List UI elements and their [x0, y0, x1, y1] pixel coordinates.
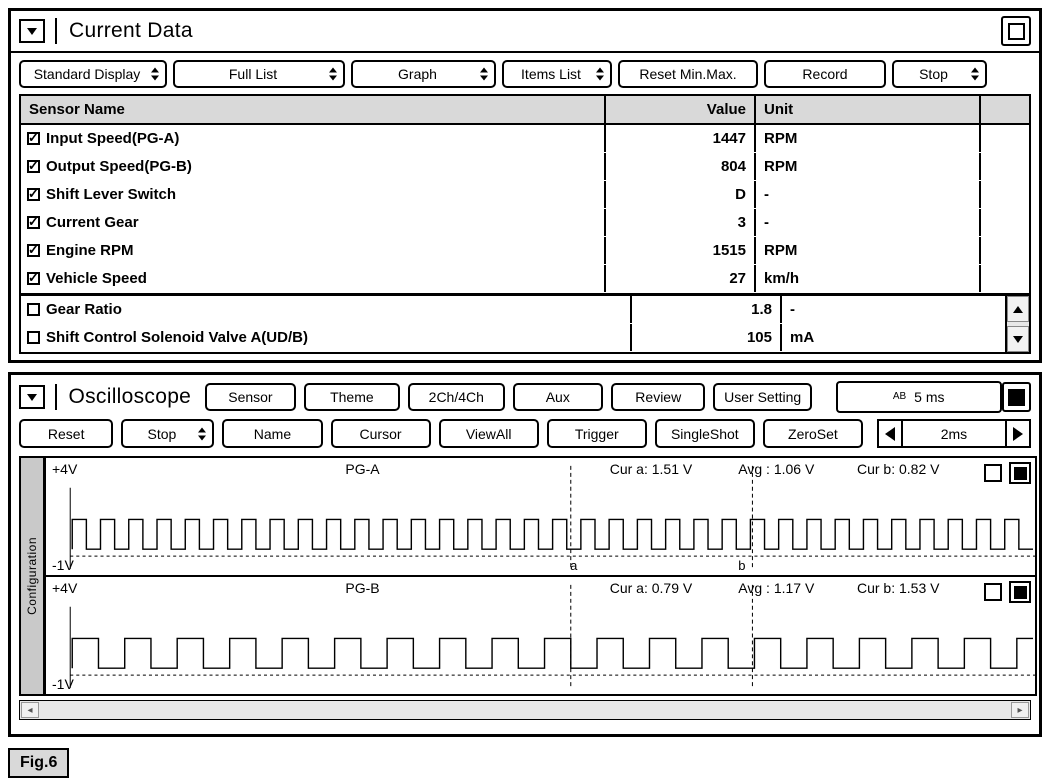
sensor-name-cell	[21, 186, 604, 203]
sensor-table-header	[21, 96, 1029, 125]
sensor-name-cell	[21, 329, 630, 346]
waveform-pg-b	[46, 577, 1035, 694]
sensor-label: Engine RPM	[46, 242, 134, 259]
reset-min-max-button[interactable]	[618, 60, 758, 88]
sensor-label: Current Gear	[46, 214, 139, 231]
table-row[interactable]	[21, 181, 1029, 209]
collapse-toggle-current-data[interactable]	[19, 19, 45, 43]
oscilloscope-title: Oscilloscope	[68, 385, 192, 408]
scope-channels	[45, 456, 1037, 696]
sensor-label: Vehicle Speed	[46, 270, 147, 287]
channel-checkbox[interactable]	[984, 464, 1002, 482]
ab-icon: AB	[892, 391, 907, 402]
record-label: Record	[802, 66, 848, 82]
configuration-label: Configuration	[25, 537, 39, 615]
value-cell: 1.8	[630, 296, 780, 323]
oscilloscope-titlebar	[11, 375, 1039, 419]
oscilloscope-toolbar	[11, 419, 1039, 456]
bottom-voltage-label: -1V	[52, 676, 74, 692]
theme-label: Theme	[330, 389, 374, 405]
cursor-label: Cursor	[359, 425, 402, 442]
horizontal-scrollbar[interactable]	[19, 700, 1031, 720]
items-list-label: Items List	[521, 66, 581, 82]
table-row[interactable]	[21, 125, 1029, 153]
graph-label: Graph	[398, 66, 437, 82]
timebase-stepper	[877, 419, 1031, 448]
table-row[interactable]	[21, 237, 1029, 265]
vertical-scrollbar[interactable]	[1005, 296, 1029, 352]
standard-display-button[interactable]	[19, 60, 167, 88]
sensor-name-cell	[21, 214, 604, 231]
reset-min-max-label: Reset Min.Max.	[639, 66, 737, 82]
value-cell: 27	[604, 265, 754, 292]
column-value: Value	[604, 96, 754, 123]
table-row[interactable]	[21, 265, 1029, 293]
cursor-b-value: Cur b: 1.53 V	[856, 580, 940, 596]
standard-display-label: Standard Display	[33, 66, 141, 82]
row-checkbox[interactable]	[27, 331, 40, 344]
filled-square-icon	[1014, 586, 1027, 599]
title-divider	[55, 18, 57, 44]
arrow-left-icon: ◂	[27, 704, 33, 716]
extra-cell	[979, 181, 1029, 208]
review-label: Review	[635, 389, 682, 405]
unit-cell: RPM	[754, 125, 979, 152]
scope-pg-b-controls	[984, 581, 1031, 603]
table-row[interactable]	[21, 209, 1029, 237]
value-cell: 804	[604, 153, 754, 180]
figure-caption: Fig.6	[8, 748, 69, 778]
singleshot-label: SingleShot	[670, 425, 739, 442]
unselected-rows	[21, 296, 1005, 352]
graph-button[interactable]	[351, 60, 496, 88]
unit-cell: km/h	[754, 265, 979, 292]
scroll-down-button[interactable]	[1007, 326, 1029, 352]
row-checkbox[interactable]: ✓	[28, 157, 39, 173]
oscilloscope-panel	[8, 372, 1042, 737]
signal-name-label: PG-A	[345, 461, 380, 477]
name-label: Name	[253, 425, 292, 442]
value-cell: 1447	[604, 125, 754, 152]
zeroset-button[interactable]	[763, 419, 863, 448]
column-sensor-name: Sensor Name	[29, 101, 125, 118]
table-row[interactable]	[21, 324, 1005, 352]
spinner-icon[interactable]	[480, 68, 488, 81]
arrow-up-icon	[1013, 306, 1023, 313]
full-list-button[interactable]	[173, 60, 345, 88]
row-checkbox[interactable]	[27, 303, 40, 316]
singleshot-button[interactable]	[655, 419, 755, 448]
sensor-button[interactable]	[205, 383, 296, 411]
sensor-label: Sensor	[228, 389, 273, 405]
sensor-label: Shift Lever Switch	[46, 186, 177, 203]
spinner-icon[interactable]	[151, 68, 159, 81]
value-cell: 105	[630, 324, 780, 351]
arrow-down-icon	[1013, 336, 1023, 343]
timebase-value: 2ms	[903, 419, 1005, 448]
stop-button[interactable]	[121, 419, 214, 448]
row-checkbox[interactable]: ✓	[28, 269, 39, 285]
viewall-label: ViewAll	[465, 425, 512, 442]
top-voltage-label: +4V	[52, 580, 78, 596]
chevron-down-icon	[27, 394, 37, 401]
scope-channel-pg-a[interactable]	[45, 456, 1037, 577]
avg-value: Avg : 1.17 V	[738, 580, 815, 596]
user-setting-button[interactable]	[713, 383, 811, 411]
filled-square-icon	[1014, 467, 1027, 480]
scope-pg-a-controls	[984, 462, 1031, 484]
sensor-label: Input Speed(PG-A)	[46, 130, 180, 147]
review-button[interactable]	[611, 383, 705, 411]
extra-cell	[979, 209, 1029, 236]
current-data-toolbar	[11, 53, 1039, 94]
scroll-up-button[interactable]	[1007, 296, 1029, 322]
signal-name-label: PG-B	[345, 580, 380, 596]
spinner-icon[interactable]	[971, 68, 979, 81]
zeroset-label: ZeroSet	[788, 425, 838, 442]
scroll-left-button[interactable]	[21, 702, 39, 718]
unit-cell: -	[780, 296, 1005, 323]
value-cell: D	[604, 181, 754, 208]
row-checkbox[interactable]: ✓	[28, 185, 39, 201]
avg-value: Avg : 1.06 V	[738, 461, 815, 477]
timebase-value: 5 ms	[914, 389, 945, 405]
cursor-a-value: Cur a: 1.51 V	[609, 461, 693, 477]
cursor-b-value: Cur b: 0.82 V	[856, 461, 940, 477]
value-cell: 3	[604, 209, 754, 236]
cursor-a-marker: a	[570, 558, 578, 573]
stop-label: Stop	[147, 425, 177, 442]
collapse-toggle-oscilloscope[interactable]	[19, 385, 45, 409]
channel-mode-button[interactable]	[408, 383, 504, 411]
record-button[interactable]	[764, 60, 886, 88]
extra-cell	[979, 237, 1029, 264]
arrow-left-icon	[885, 427, 895, 441]
channel-mode-label: 2Ch/4Ch	[428, 389, 484, 405]
channel-checkbox[interactable]	[984, 583, 1002, 601]
arrow-right-icon: ▸	[1017, 704, 1023, 716]
items-list-button[interactable]	[502, 60, 612, 88]
row-checkbox[interactable]: ✓	[28, 129, 39, 145]
current-data-title: Current Data	[69, 19, 193, 42]
row-checkbox[interactable]: ✓	[28, 213, 39, 229]
column-unit: Unit	[754, 96, 979, 123]
reset-button[interactable]	[19, 419, 113, 448]
sensor-label: Gear Ratio	[46, 301, 122, 318]
filled-square-icon	[1008, 389, 1025, 406]
spinner-icon[interactable]	[596, 68, 604, 81]
sensor-label: Shift Control Solenoid Valve A(UD/B)	[46, 329, 308, 346]
trigger-button[interactable]	[547, 419, 647, 448]
timebase-prev-button[interactable]	[877, 419, 903, 448]
chevron-down-icon	[27, 28, 37, 35]
scroll-right-button[interactable]	[1011, 702, 1029, 718]
reset-label: Reset	[47, 425, 85, 442]
cursor-button[interactable]	[331, 419, 431, 448]
sensor-label: Output Speed(PG-B)	[46, 158, 192, 175]
column-extra	[979, 96, 1029, 123]
sensor-name-cell	[21, 242, 604, 259]
stop-button[interactable]	[892, 60, 987, 88]
trigger-label: Trigger	[574, 425, 619, 442]
unit-cell: RPM	[754, 237, 979, 264]
timebase-display[interactable]	[836, 381, 1002, 413]
table-row[interactable]	[21, 296, 1005, 324]
waveform-pg-a	[46, 458, 1035, 575]
bottom-voltage-label: -1V	[52, 557, 74, 573]
channel-active-indicator[interactable]	[1009, 581, 1031, 603]
aux-button[interactable]	[513, 383, 604, 411]
row-checkbox[interactable]: ✓	[28, 241, 39, 257]
unit-cell: -	[754, 181, 979, 208]
current-data-titlebar	[11, 11, 1039, 53]
channel-active-indicator[interactable]	[1009, 462, 1031, 484]
current-data-window-button[interactable]	[1001, 16, 1031, 46]
sensor-name-cell	[21, 130, 604, 147]
spinner-icon[interactable]	[198, 427, 206, 440]
scope-channel-pg-b[interactable]	[45, 577, 1037, 696]
name-button[interactable]	[222, 419, 322, 448]
arrow-right-icon	[1013, 427, 1023, 441]
full-list-label: Full List	[228, 66, 278, 82]
spinner-icon[interactable]	[329, 68, 337, 81]
unit-cell: RPM	[754, 153, 979, 180]
cursor-b-marker: b	[738, 558, 746, 573]
sensor-name-cell	[21, 301, 630, 318]
extra-cell	[979, 125, 1029, 152]
extra-cell	[979, 265, 1029, 292]
value-cell: 1515	[604, 237, 754, 264]
sensor-name-cell	[21, 270, 604, 287]
title-divider	[55, 384, 57, 410]
unit-cell: mA	[780, 324, 1005, 351]
stop-label: Stop	[919, 66, 948, 82]
unit-cell: -	[754, 209, 979, 236]
extra-cell	[979, 153, 1029, 180]
configuration-rail[interactable]	[19, 456, 45, 696]
theme-button[interactable]	[304, 383, 400, 411]
current-data-panel	[8, 8, 1042, 363]
oscilloscope-window-button[interactable]	[1002, 382, 1031, 412]
user-setting-label: User Setting	[724, 389, 802, 405]
sensor-name-cell	[21, 158, 604, 175]
table-row[interactable]	[21, 153, 1029, 181]
sensor-table-unselected	[19, 296, 1031, 354]
aux-label: Aux	[545, 389, 570, 405]
cursor-a-value: Cur a: 0.79 V	[609, 580, 693, 596]
viewall-button[interactable]	[439, 419, 539, 448]
timebase-next-button[interactable]	[1005, 419, 1031, 448]
square-icon	[1008, 23, 1025, 40]
sensor-table	[19, 94, 1031, 293]
scope-area	[13, 456, 1037, 696]
top-voltage-label: +4V	[52, 461, 78, 477]
